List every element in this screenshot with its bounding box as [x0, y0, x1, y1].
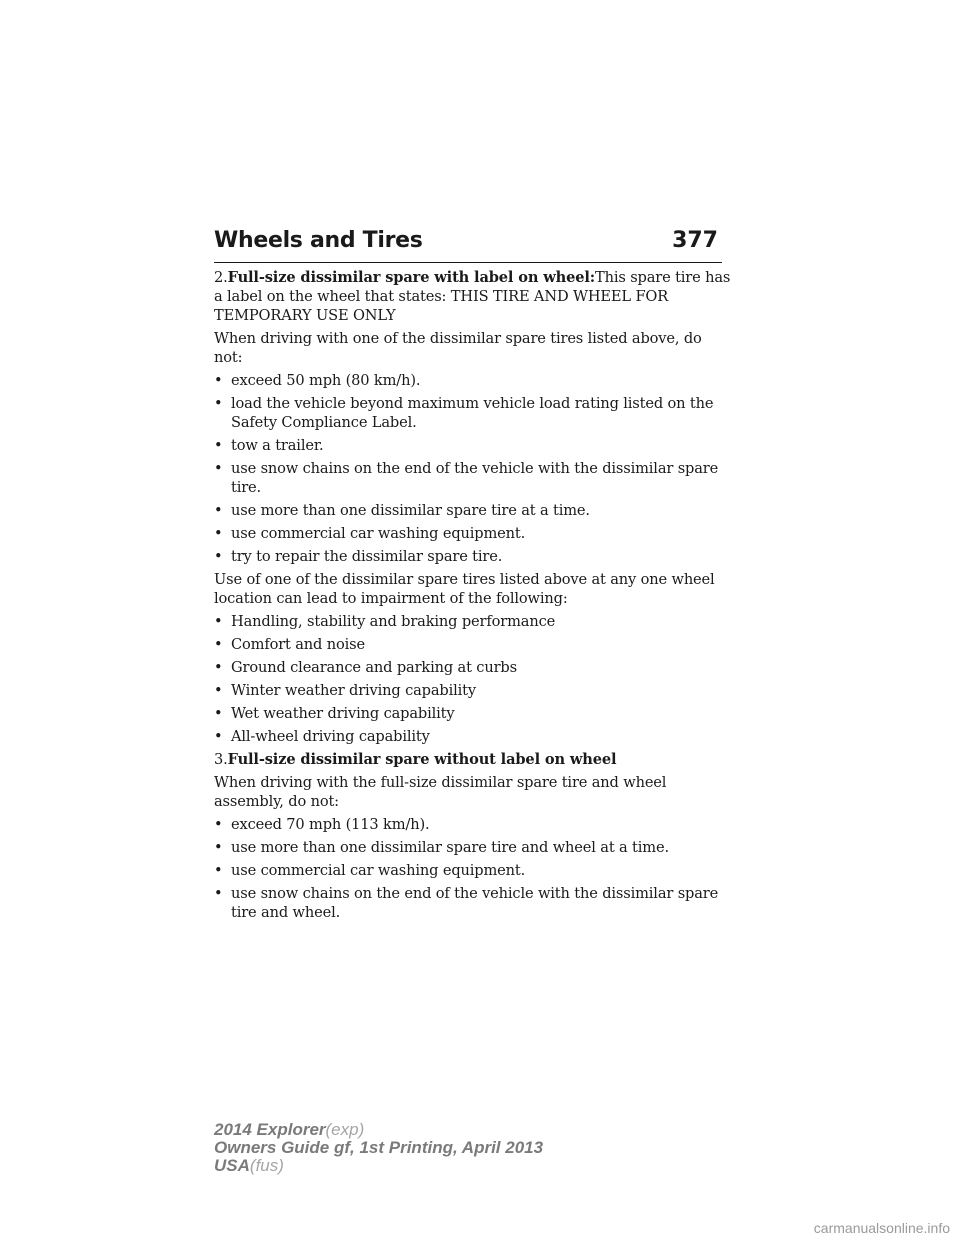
list-item-text: try to repair the dissimilar spare tire.	[231, 548, 503, 565]
list-item-text: use snow chains on the end of the vehicle with the dissimilar spare tire.	[231, 460, 719, 496]
bullet-mark: •	[214, 613, 223, 630]
list-item-text: All-wheel driving capability	[231, 728, 430, 745]
section-title: Wheels and Tires	[214, 228, 423, 253]
list-item	[214, 459, 734, 497]
bullet-mark: •	[214, 460, 223, 477]
list-item	[214, 501, 734, 520]
list-item-text: exceed 70 mph (113 km/h).	[231, 816, 430, 833]
bullet-mark: •	[214, 816, 223, 833]
list-item-text: use snow chains on the end of the vehicle with the dissimilar spare tire and wheel.	[231, 885, 719, 921]
bullet-mark: •	[214, 728, 223, 745]
item-3-number: 3.	[214, 751, 228, 768]
list-item	[214, 547, 734, 566]
bullet-mark: •	[214, 682, 223, 699]
list-item	[214, 394, 734, 432]
footer-market-code: (fus)	[249, 1156, 284, 1175]
bullet-list-3	[214, 815, 734, 922]
list-item	[214, 658, 734, 677]
item-2-number: 2.	[214, 269, 228, 286]
list-item	[214, 371, 734, 390]
footer-line-market	[214, 1157, 543, 1175]
bullet-mark: •	[214, 659, 223, 676]
footer-market: USA	[214, 1156, 250, 1175]
list-item-text: Winter weather driving capability	[231, 682, 476, 699]
list-item-text: load the vehicle beyond maximum vehicle load rating listed on the Safety Compliance Label.	[231, 395, 714, 431]
bullet-list-1	[214, 371, 734, 566]
bullet-mark: •	[214, 395, 223, 412]
footer-model-code: (exp)	[325, 1120, 365, 1139]
list-item	[214, 524, 734, 543]
list-item-text: Handling, stability and braking performance	[231, 613, 556, 630]
footer-line-guide	[214, 1139, 543, 1157]
print-footer	[214, 1121, 543, 1175]
page-header	[214, 228, 722, 263]
bullet-list-2	[214, 612, 734, 746]
list-item-text: tow a trailer.	[231, 437, 324, 454]
list-item	[214, 681, 734, 700]
list-item	[214, 704, 734, 723]
bullet-mark: •	[214, 437, 223, 454]
list-item	[214, 635, 734, 654]
list-item-text: use commercial car washing equipment.	[231, 862, 526, 879]
item-3-paragraph	[214, 750, 734, 769]
bullet-mark: •	[214, 885, 223, 902]
item-2-heading: Full-size dissimilar spare with label on wheel:	[227, 269, 596, 286]
watermark: carmanualsonline.info	[813, 1220, 950, 1236]
list-item	[214, 436, 734, 455]
footer-line-model	[214, 1121, 543, 1139]
bullet-mark: •	[214, 839, 223, 856]
bullet-mark: •	[214, 548, 223, 565]
list-item	[214, 612, 734, 631]
item-2-paragraph	[214, 268, 734, 325]
list-item	[214, 838, 734, 857]
intro-paragraph-3: When driving with the full-size dissimilar spare tire and wheel assembly, do not:	[214, 774, 667, 810]
list-item	[214, 861, 734, 880]
bullet-mark: •	[214, 705, 223, 722]
list-item-text: use commercial car washing equipment.	[231, 525, 526, 542]
bullet-mark: •	[214, 525, 223, 542]
list-item-text: Wet weather driving capability	[231, 705, 455, 722]
list-item-text: use more than one dissimilar spare tire and wheel at a time.	[231, 839, 669, 856]
list-item	[214, 815, 734, 834]
item-3-heading: Full-size dissimilar spare without label on wheel	[227, 751, 617, 768]
bullet-mark: •	[214, 502, 223, 519]
bullet-mark: •	[214, 372, 223, 389]
list-item	[214, 727, 734, 746]
list-item	[214, 884, 734, 922]
list-item-text: use more than one dissimilar spare tire at a time.	[231, 502, 590, 519]
list-item-text: Comfort and noise	[231, 636, 365, 653]
intro-paragraph-2: Use of one of the dissimilar spare tires listed above at any one wheel location can lead to impairment of the following:	[214, 571, 715, 607]
list-item-text: Ground clearance and parking at curbs	[231, 659, 517, 676]
intro-paragraph-1: When driving with one of the dissimilar spare tires listed above, do not:	[214, 330, 702, 366]
item-2-text: This spare tire has a label on the wheel that states: THIS TIRE AND WHEEL FOR TEMPORARY USE ONLY	[214, 269, 731, 324]
bullet-mark: •	[214, 636, 223, 653]
list-item-text: exceed 50 mph (80 km/h).	[231, 372, 421, 389]
footer-guide: Owners Guide gf, 1st Printing, April 2013	[214, 1138, 544, 1157]
page-content	[214, 268, 734, 926]
bullet-mark: •	[214, 862, 223, 879]
page-number: 377	[672, 228, 718, 253]
footer-model: 2014 Explorer	[214, 1120, 326, 1139]
